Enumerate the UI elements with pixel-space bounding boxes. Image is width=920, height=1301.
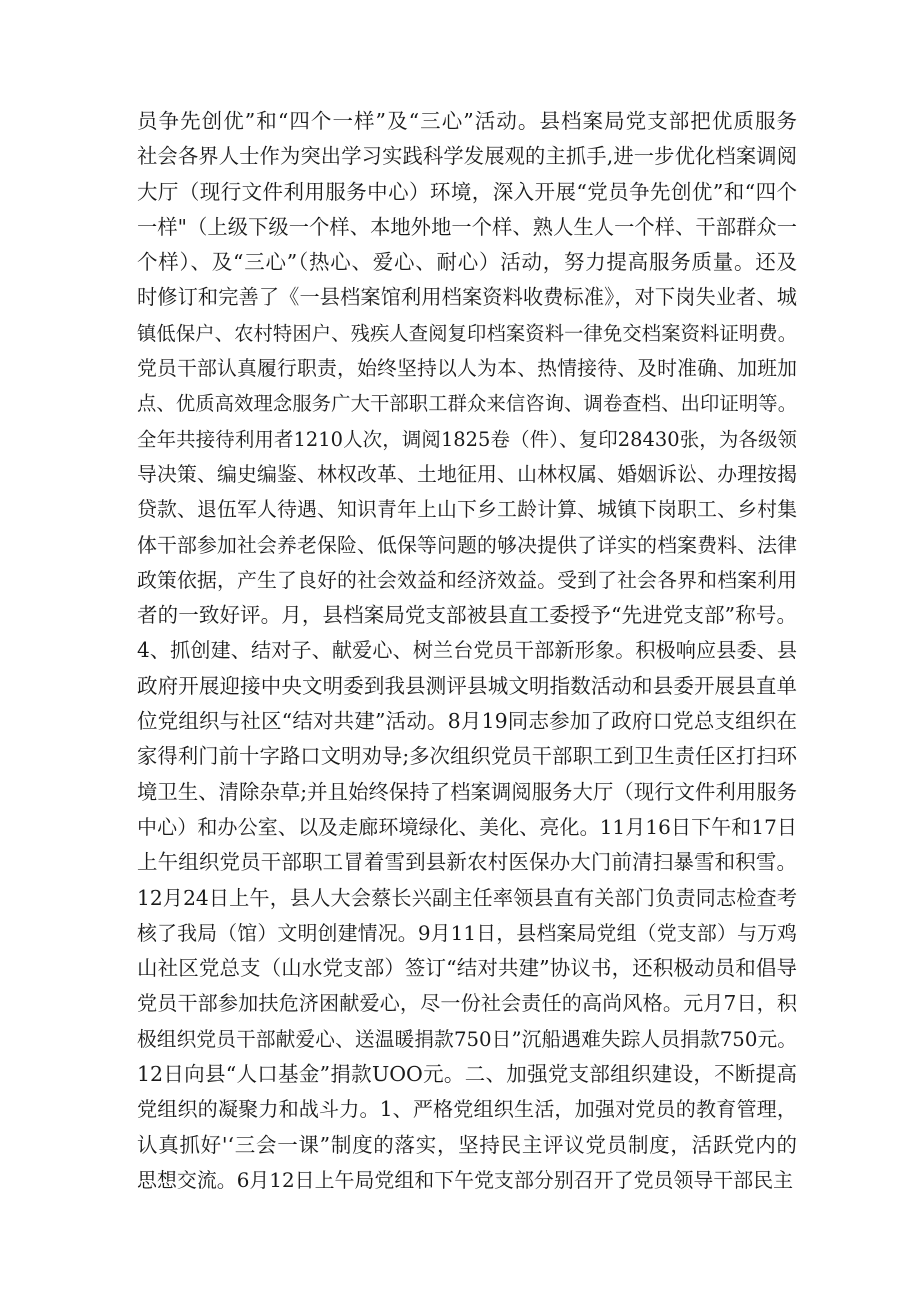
- text-line: 镇低保户、农村特困户、残疾人查阅复印档案资料一律免交档案资料证明费。: [137, 321, 797, 345]
- text-line: 时修订和完善了《一县档案馆利用档案资料收费标准》，对下岗失业者、城: [137, 285, 797, 310]
- text-line: 位党组织与社区“结对共建”活动。8月19同志参加了政府口党总支组织在: [137, 709, 797, 734]
- text-line: 政府开展迎接中央文明委到我县测评县城文明指数活动和县委开展县直单: [137, 673, 797, 698]
- text-line: 中心）和办公室、以及走廊环境绿化、美化、亮化。11月16日下午和17日: [137, 814, 797, 839]
- text-line: 4、抓创建、结对子、献爱心、树兰台党员干部新形象。积极响应县委、县: [137, 638, 797, 663]
- text-line: 体干部参加社会养老保险、低保等问题的够决提供了详实的档案费料、法律: [137, 533, 797, 557]
- text-line: 党员干部认真履行职责，始终坚持以人为本、热情接待、及时准确、加班加: [137, 357, 797, 381]
- text-line: 社会各界人士作为突出学习实践科学发展观的主抓手,进一步优化档案调阅: [137, 144, 797, 169]
- text-line: 全年共接待利用者1210人次，调阅1825卷（件）、复印28430张，为各级领: [137, 427, 797, 451]
- text-line: 导决策、编史编鉴、林权改革、土地征用、山林权属、婚姻诉讼、办理按揭: [137, 462, 797, 486]
- text-line: 者的一致好评。月，县档案局党支部被县直工委授予“先进党支部”称号。: [137, 603, 797, 628]
- text-line: 点、优质高效理念服务广大干部职工群众来信咨询、调卷查档、出印证明等。: [137, 392, 797, 416]
- text-line: 贷款、退伍军人待遇、知识青年上山下乡工龄计算、城镇下岗职工、乡村集: [137, 498, 797, 522]
- text-line: 境卫生、清除杂草;并且始终保持了档案调阅服务大厅（现行文件利用服务: [137, 779, 797, 804]
- text-line: 个样）、及“三心”（热心、爱心、耐心）活动，努力提高服务质量。还及: [137, 250, 797, 275]
- text-line: 一样"（上级下级一个样、本地外地一个样、熟人生人一个样、干部群众一: [137, 214, 797, 239]
- text-line: 员争先创优”和“四个一样”及“三心”活动。县档案局党支部把优质服务: [137, 109, 797, 133]
- text-line: 极组织党员干部献爱心、送温暖捐款750日”沉船遇难失踪人员捐款750元。: [137, 1027, 797, 1051]
- text-line: 党员干部参加扶危济困献爱心，尽一份社会责任的高尚风格。元月7日，积: [137, 991, 797, 1016]
- text-line: 上午组织党员干部职工冒着雪到县新农村医保办大门前清扫暴雪和积雪。: [137, 850, 797, 875]
- text-line: 大厅（现行文件利用服务中心）环境，深入开展“党员争先创优”和“四个: [137, 179, 797, 204]
- text-line: 政策依据，产生了良好的社会效益和经济效益。受到了社会各界和档案利用: [137, 568, 797, 592]
- text-line: 认真抓好'‘三会一课”制度的落实，坚持民主评议党员制度，活跃党内的: [137, 1132, 797, 1157]
- text-line: 党组织的凝聚力和战斗力。1、严格党组织生活，加强对党员的教育管理，: [137, 1097, 797, 1122]
- text-line: 12月24日上午，县人大会蔡长兴副主任率领县直有关部门负责同志检查考: [137, 885, 797, 910]
- text-line: 核了我局（馆）文明创建情况。9月11日，县档案局党组（党支部）与万鸡: [137, 920, 797, 945]
- text-line: 思想交流。6月12日上午局党组和下午党支部分别召开了党员领导干部民主: [137, 1167, 794, 1192]
- body-text: [137, 104, 797, 1198]
- text-line: 家得利门前十字路口文明劝导;多次组织党员干部职工到卫生责任区打扫环: [137, 744, 797, 769]
- text-line: 12日向县“人口基金”捐款UOO元。二、加强党支部组织建设，不断提高: [137, 1062, 797, 1087]
- text-line: 山社区党总支（山水党支部）签订“结对共建”协议书，还积极动员和倡导: [137, 956, 797, 981]
